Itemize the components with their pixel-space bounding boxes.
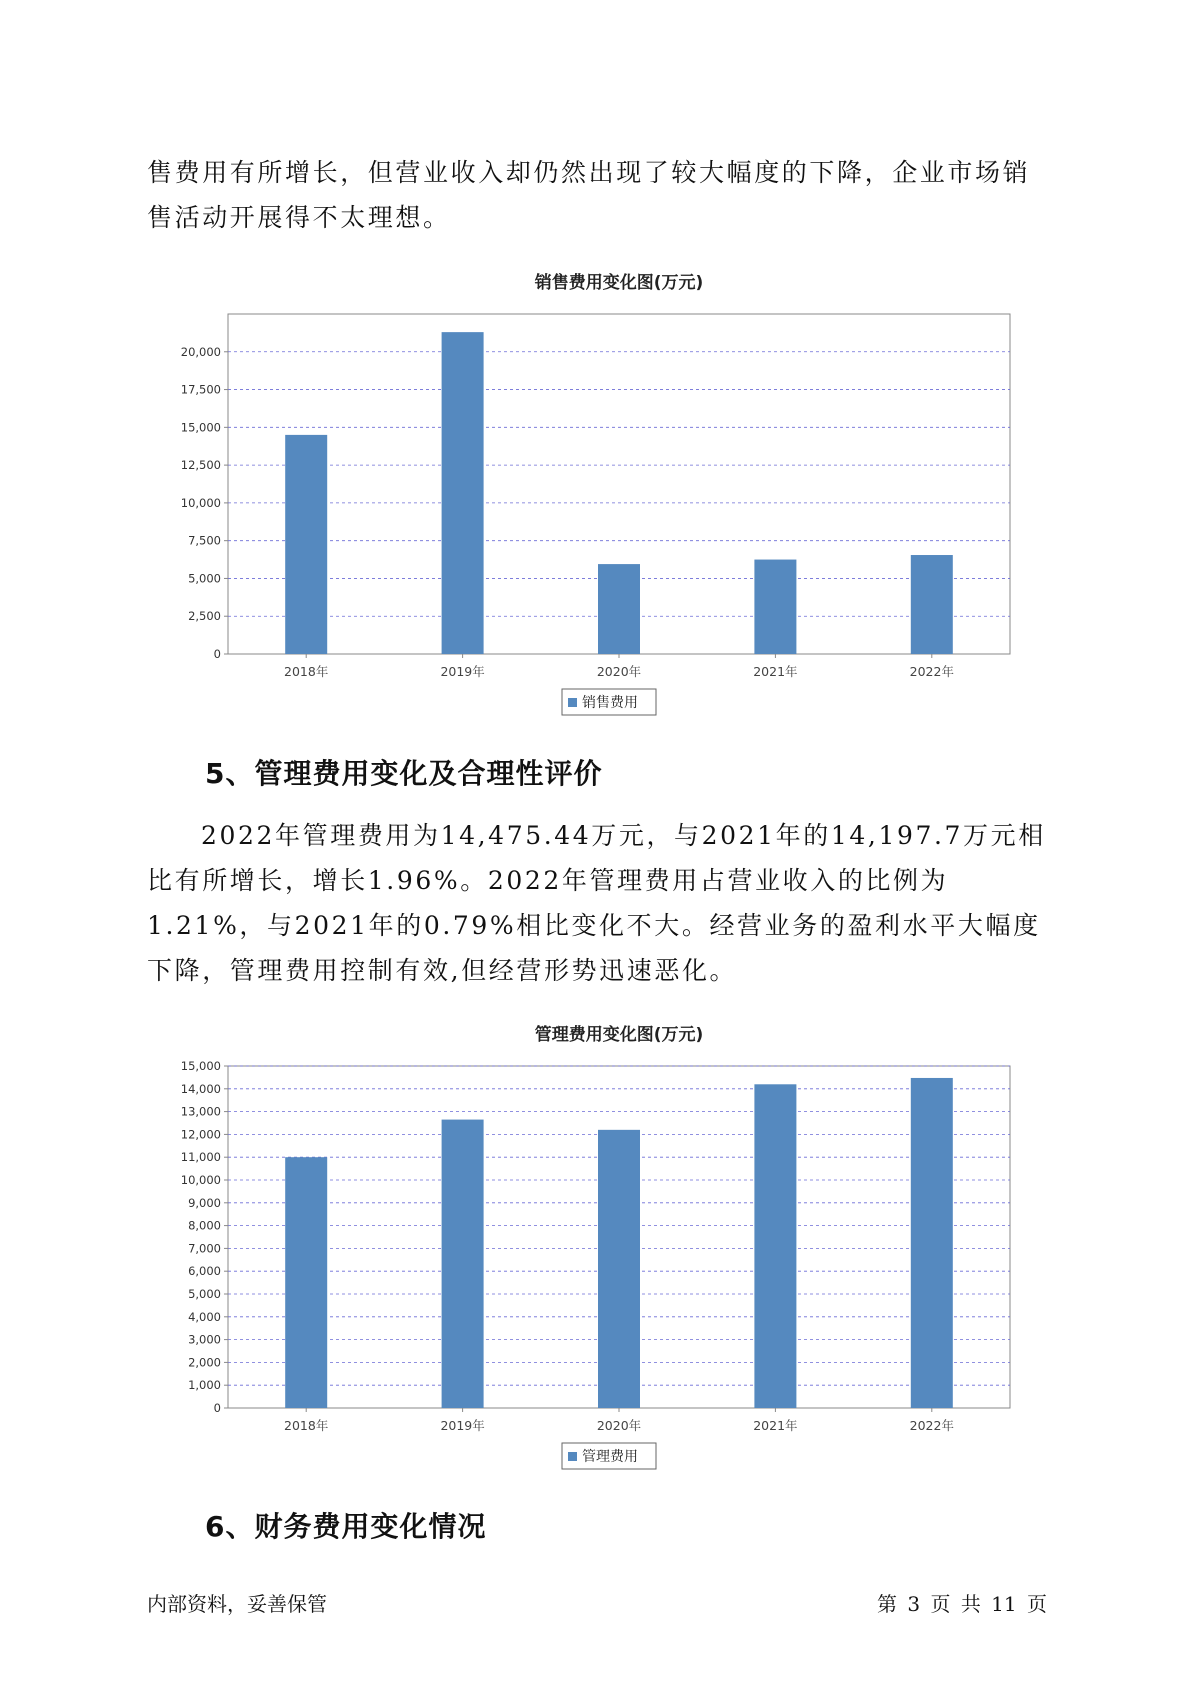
footer-confidential: 内部资料，妥善保管 xyxy=(147,1592,327,1616)
chart1-bar xyxy=(911,1078,953,1408)
chart0-xtick-label: 2021年 xyxy=(753,664,798,679)
chart0-ytick-label: 2,500 xyxy=(188,609,221,624)
chart1-ytick-label: 6,000 xyxy=(188,1264,221,1279)
chart1-ytick-label: 0 xyxy=(213,1401,221,1415)
chart0-xtick-label: 2020年 xyxy=(596,664,642,679)
chart0-xtick-label: 2022年 xyxy=(909,664,954,679)
chart1-xtick-label: 2018年 xyxy=(284,1418,329,1433)
chart1-title: 管理费用变化图(万元) xyxy=(534,1025,704,1045)
chart1-ytick-label: 3,000 xyxy=(188,1332,221,1347)
chart1-xtick-label: 2019年 xyxy=(440,1418,485,1433)
footer-page-number: 第 3 页 共 11 页 xyxy=(877,1592,1047,1616)
chart0-xtick-label: 2018年 xyxy=(284,664,329,679)
chart1-xtick-label: 2020年 xyxy=(596,1418,642,1433)
chart1-ytick-label: 14,000 xyxy=(180,1081,221,1096)
chart0-ytick-label: 10,000 xyxy=(180,495,221,510)
chart1-ytick-label: 7,000 xyxy=(188,1241,221,1256)
chart1-ytick-label: 1,000 xyxy=(188,1378,221,1393)
chart0-ytick-label: 0 xyxy=(213,647,221,661)
chart1-legend-label: 管理费用 xyxy=(582,1449,638,1465)
chart1-bar xyxy=(442,1120,484,1408)
heading-admin-expense: 5、管理费用变化及合理性评价 xyxy=(205,757,603,790)
chart0-ytick-label: 20,000 xyxy=(180,344,221,359)
chart0-ytick-label: 7,500 xyxy=(188,533,221,548)
paragraph-admin-expense: 2022年管理费用为14,475.44万元，与2021年的14,197.7万元相比有所增长，增长1.96%。2022年管理费用占营业收入的比例为1.21%，与2021年的0.79%相比变化不大。经营业务的盈利水平大幅度下降，管理费用控制有效,但经营形势迅速恶化。 xyxy=(147,821,1046,985)
chart1-ytick-label: 5,000 xyxy=(188,1287,221,1301)
chart0-ytick-label: 5,000 xyxy=(188,571,221,586)
chart1-ytick-label: 9,000 xyxy=(188,1195,221,1210)
chart1-ytick-label: 8,000 xyxy=(188,1218,221,1233)
chart1-ytick-label: 13,000 xyxy=(180,1104,221,1119)
chart0-xtick-label: 2019年 xyxy=(440,664,485,679)
chart1-bar xyxy=(754,1084,796,1408)
chart0-ytick-label: 12,500 xyxy=(180,458,221,473)
chart1-ytick-label: 15,000 xyxy=(180,1059,221,1073)
chart1-xtick-label: 2022年 xyxy=(909,1418,954,1433)
chart1-bar xyxy=(285,1157,327,1408)
chart0-legend-label: 销售费用 xyxy=(582,695,638,711)
chart1-ytick-label: 12,000 xyxy=(180,1127,221,1142)
paragraph-top: 售费用有所增长，但营业收入却仍然出现了较大幅度的下降，企业市场销售活动开展得不太理想。 xyxy=(147,158,1031,232)
chart1-ytick-label: 11,000 xyxy=(180,1150,221,1165)
chart1-bar xyxy=(598,1130,640,1408)
chart1-legend-swatch xyxy=(568,1452,577,1461)
chart1-ytick-label: 2,000 xyxy=(188,1355,221,1370)
heading-finance-expense: 6、财务费用变化情况 xyxy=(205,1510,487,1543)
chart1-xtick-label: 2021年 xyxy=(753,1418,798,1433)
chart1-ytick-label: 10,000 xyxy=(180,1173,221,1187)
chart1-ytick-label: 4,000 xyxy=(188,1309,221,1324)
chart0-ytick-label: 17,500 xyxy=(180,382,221,397)
chart0-ytick-label: 15,000 xyxy=(180,420,221,435)
chart0-title: 销售费用变化图(万元) xyxy=(534,273,704,293)
